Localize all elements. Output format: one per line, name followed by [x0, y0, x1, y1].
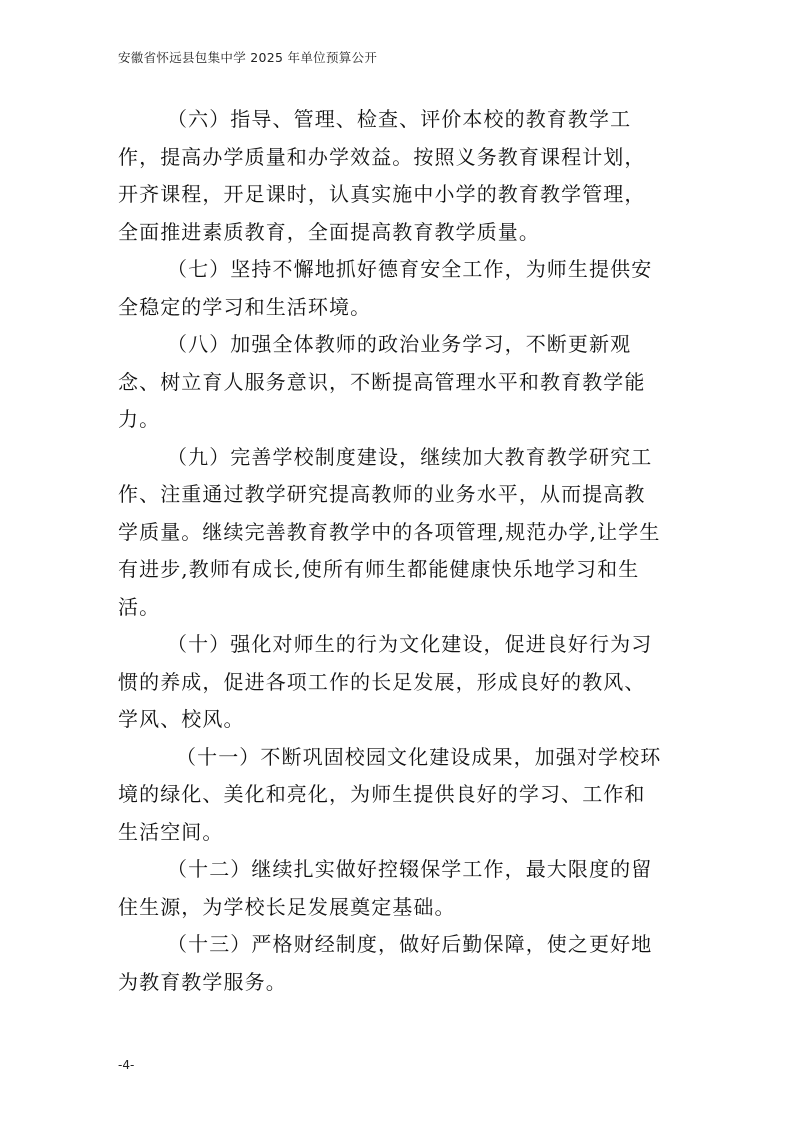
text-line: （六）指导、管理、检查、评价本校的教育教学工: [167, 107, 632, 131]
text-line: （九）完善学校制度建设，继续加大教育教学研究工: [167, 444, 653, 469]
text-line: 住生源，为学校长足发展奠定基础。: [118, 894, 456, 919]
text-line: 生活空间。: [118, 819, 224, 844]
paragraph-9: [118, 439, 683, 627]
paragraph-10: [118, 626, 683, 739]
text-line: 活。: [118, 594, 161, 619]
text-line: （十三）严格财经制度，做好后勤保障，使之更好地: [167, 932, 653, 956]
text-line: （八）加强全体教师的政治业务学习，不断更新观: [167, 332, 632, 356]
text-line: 学风、校风。: [118, 707, 245, 731]
text-line: 全稳定的学习和生活环境。: [118, 294, 372, 319]
text-line: 作，提高办学质量和办学效益。按照义务教育课程计划，: [118, 144, 646, 169]
text-line: 作、注重通过教学研究提高教师的业务水平，从而提高教: [118, 482, 646, 506]
paragraph-8: [118, 326, 683, 439]
text-line: 惯的养成，促进各项工作的长足发展，形成良好的教风、: [118, 669, 646, 694]
text-line: 为教育教学服务。: [118, 969, 287, 994]
text-line: 有进步,教师有成长,使所有师生都能健康快乐地学习和生: [118, 557, 640, 581]
paragraph-13: [118, 926, 683, 1001]
text-line: （十二）继续扎实做好控辍保学工作，最大限度的留: [167, 857, 653, 881]
text-line: 境的绿化、美化和亮化，为师生提供良好的学习、工作和: [118, 782, 646, 806]
text-line: 开齐课程，开足课时，认真实施中小学的教育教学管理，: [118, 182, 646, 206]
page-header: 安徽省怀远县包集中学 2025 年单位预算公开: [118, 50, 378, 65]
paragraph-7: [118, 251, 683, 326]
page-number: -4-: [118, 1058, 135, 1072]
paragraph-11: [118, 739, 683, 852]
paragraph-12: [118, 851, 683, 926]
text-line: 学质量。继续完善教育教学中的各项管理,规范办学,让学生: [118, 519, 661, 544]
paragraph-6: [118, 101, 683, 251]
text-line: （十一）不断巩固校园文化建设成果，加强对学校环: [176, 744, 662, 769]
text-line: （七）坚持不懈地抓好德育安全工作，为师生提供安: [167, 257, 653, 281]
text-line: 全面推进素质教育，全面提高教育教学质量。: [118, 219, 540, 244]
text-line: 念、树立育人服务意识，不断提高管理水平和教育教学能: [118, 369, 646, 394]
text-line: 力。: [118, 407, 161, 431]
text-line: （十）强化对师生的行为文化建设，促进良好行为习: [167, 632, 653, 656]
document-body: [118, 101, 683, 1001]
